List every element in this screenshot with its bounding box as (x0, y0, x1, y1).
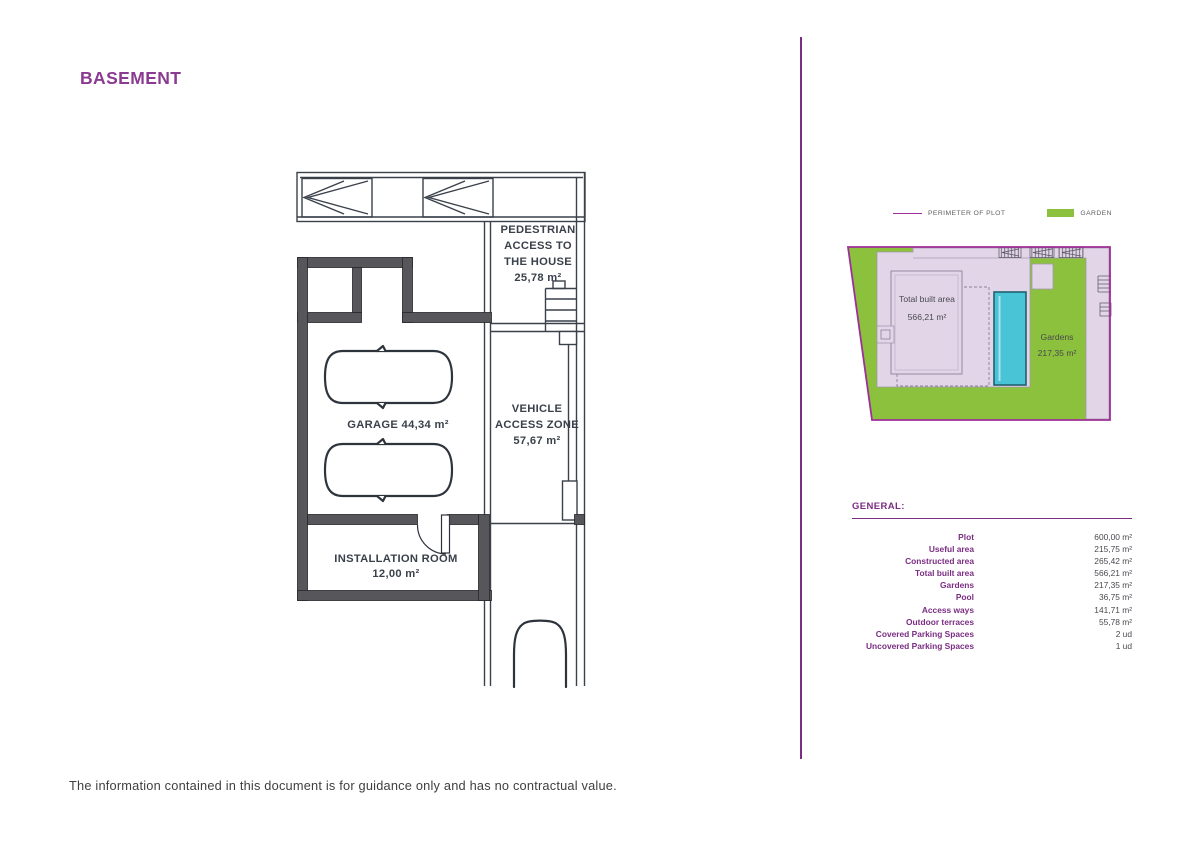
total-built-value: 566,21 m² (907, 312, 947, 322)
vehicle-area: 57,67 m² (513, 435, 561, 447)
table-row (852, 579, 1132, 591)
table-row (852, 628, 1132, 640)
pedestrian-label-1: PEDESTRIAN (500, 224, 576, 236)
pedestrian-label-2: ACCESS TO (504, 240, 572, 252)
row-value: 2 ud (1115, 628, 1132, 639)
general-table (852, 531, 1132, 652)
row-label: Access ways (921, 604, 974, 615)
perimeter-line-icon (893, 213, 922, 214)
door (418, 515, 450, 554)
table-row (852, 567, 1132, 579)
total-built-label: Total built area (899, 294, 955, 304)
row-value: 217,35 m² (1094, 580, 1132, 591)
row-label: Plot (958, 532, 974, 542)
row-label: Pool (955, 592, 974, 603)
table-row (852, 555, 1132, 567)
row-value: 265,42 m² (1094, 556, 1132, 567)
general-divider (852, 518, 1132, 519)
installation-label: INSTALLATION ROOM (334, 553, 458, 565)
vehicle-label-2: ACCESS ZONE (494, 419, 580, 431)
row-value: 36,75 m² (1098, 592, 1132, 603)
table-row (852, 543, 1132, 555)
page-title: BASEMENT (80, 68, 182, 88)
table-row (852, 604, 1132, 616)
vertical-divider (800, 37, 802, 759)
pedestrian-area: 25,78 m² (514, 272, 562, 284)
top-stair-band (297, 173, 585, 222)
side-porch (877, 326, 894, 343)
built-notch (1032, 264, 1053, 289)
row-value: 1 ud (1115, 640, 1132, 651)
table-row (852, 640, 1132, 652)
installation-area: 12,00 m² (372, 568, 420, 580)
row-label: Gardens (940, 580, 974, 591)
table-row (852, 531, 1132, 543)
vehicle-label-1: VEHICLE (511, 403, 563, 415)
site-stair-hatches (999, 248, 1083, 258)
row-label: Total built area (915, 568, 974, 579)
table-row (852, 591, 1132, 603)
row-value: 566,21 m² (1094, 568, 1132, 579)
row-label: Covered Parking Spaces (875, 628, 974, 639)
row-label: Useful area (928, 544, 974, 555)
row-label: Outdoor terraces (906, 616, 974, 627)
row-value: 55,78 m² (1098, 616, 1132, 627)
garage-car-2 (325, 439, 452, 501)
pedestrian-label-3: THE HOUSE (504, 256, 572, 268)
site-plan-legend (893, 209, 1112, 217)
driveway-car (514, 621, 566, 687)
pedestrian-stair (546, 281, 577, 345)
legend-garden-label: GARDEN (1080, 209, 1112, 217)
garage-label: GARAGE 44,34 m² (347, 419, 449, 431)
row-value: 141,71 m² (1094, 604, 1132, 615)
legend-perimeter-label: PERIMETER OF PLOT (928, 209, 1006, 217)
basement-floor-plan (292, 168, 590, 690)
disclaimer-text: The information contained in this document is for guidance only and has no contractual value. (69, 778, 617, 793)
garden-swatch-icon (1047, 209, 1074, 217)
site-plan (840, 240, 1118, 426)
row-label: Uncovered Parking Spaces (866, 640, 974, 651)
gardens-value: 217,35 m² (1037, 348, 1077, 358)
row-label: Constructed area (905, 556, 974, 567)
garage-car-1 (325, 346, 452, 408)
row-value: 215,75 m² (1094, 544, 1132, 555)
general-section (852, 501, 1132, 652)
general-heading: GENERAL: (852, 501, 905, 512)
gardens-label: Gardens (1040, 332, 1074, 342)
row-value: 600,00 m² (1094, 532, 1132, 542)
table-row (852, 616, 1132, 628)
